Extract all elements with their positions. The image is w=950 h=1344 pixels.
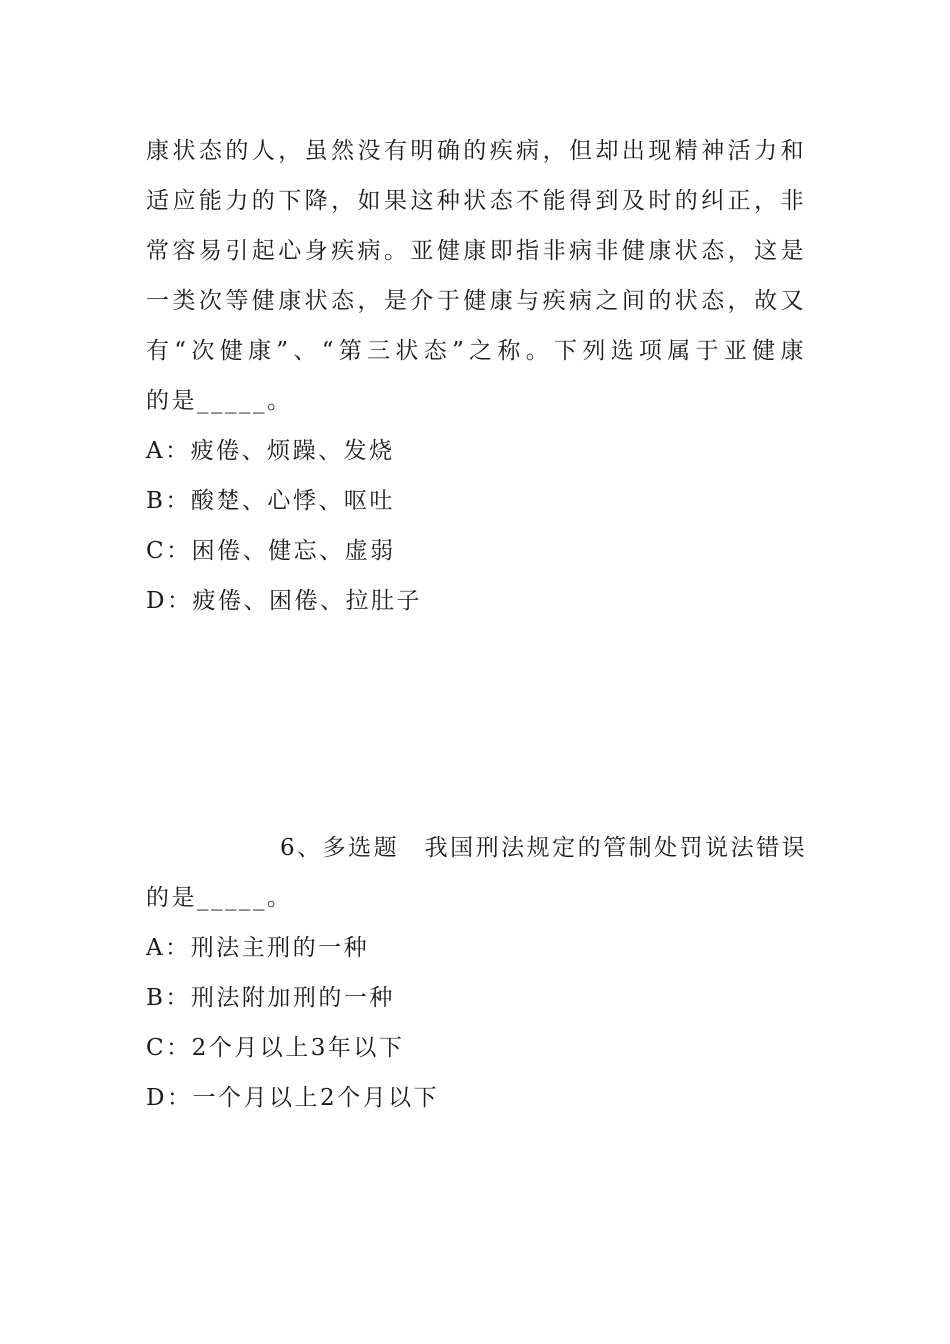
q5-option-b: B：酸楚、心悸、呕吐 xyxy=(146,488,395,514)
q5-stem-line-6: 的是_____。 xyxy=(146,388,293,414)
q6-stem-continuation: 的是_____。 xyxy=(146,885,293,911)
q6-heading: 6、多选题 我国刑法规定的管制处罚说法错误 xyxy=(280,835,808,861)
q5-option-c: C：困倦、健忘、虚弱 xyxy=(146,538,396,564)
q5-option-d: D：疲倦、困倦、拉肚子 xyxy=(146,588,422,614)
q5-stem-line-4: 一类次等健康状态，是介于健康与疾病之间的状态，故又 xyxy=(146,288,806,314)
q6-option-b: B：刑法附加刑的一种 xyxy=(146,985,395,1011)
q5-stem-line-1: 康状态的人，虽然没有明确的疾病，但却出现精神活力和 xyxy=(146,138,806,164)
q5-stem-line-2: 适应能力的下降，如果这种状态不能得到及时的纠正，非 xyxy=(146,188,806,214)
q5-stem-line-5: 有“次健康”、“第三状态”之称。下列选项属于亚健康 xyxy=(146,338,806,364)
q6-option-a: A：刑法主刑的一种 xyxy=(146,935,370,961)
q5-stem-line-3: 常容易引起心身疾病。亚健康即指非病非健康状态，这是 xyxy=(146,238,806,264)
q6-option-d: D：一个月以上2个月以下 xyxy=(146,1085,440,1111)
q6-option-c: C：2个月以上3年以下 xyxy=(146,1035,405,1061)
q5-option-a: A：疲倦、烦躁、发烧 xyxy=(146,438,395,464)
